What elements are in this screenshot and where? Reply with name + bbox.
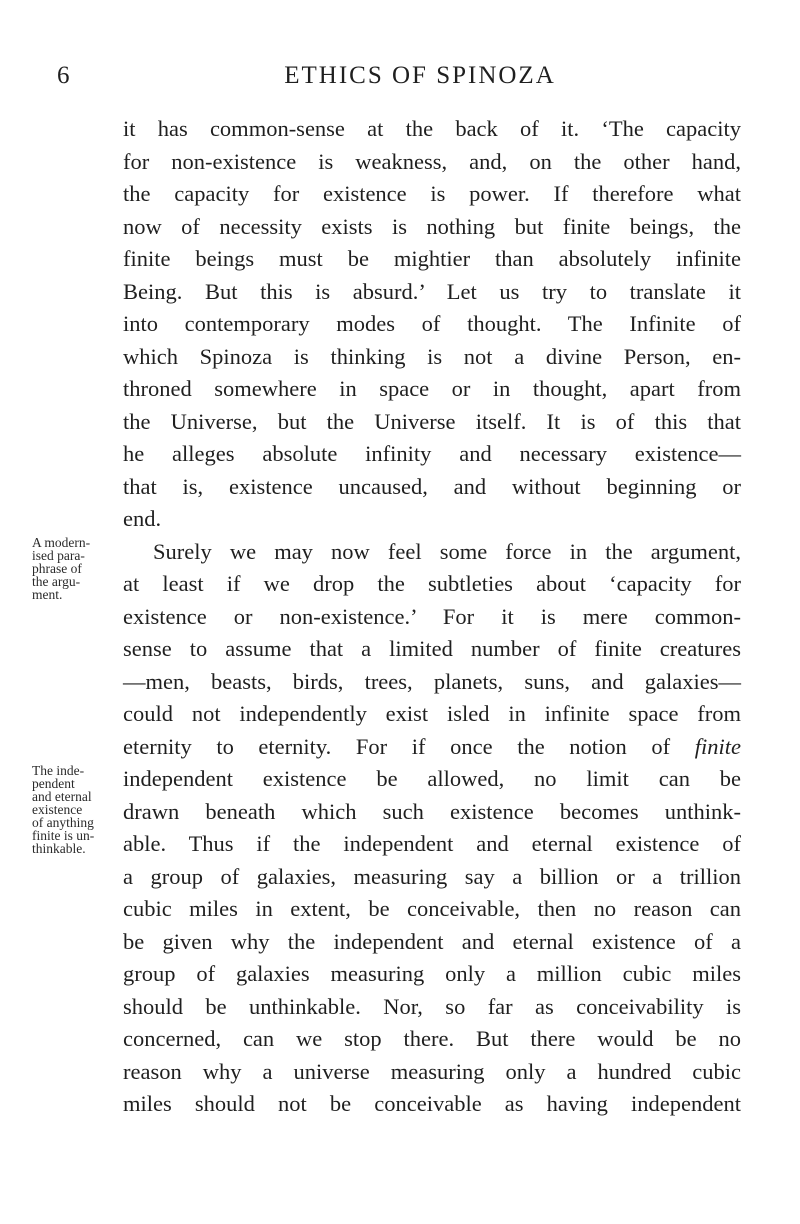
text-line: be given why the independent and eternal existence of a [123, 928, 741, 954]
text-line: the capacity for existence is power. If therefore what [123, 181, 741, 206]
running-title: ETHICS OF SPINOZA [284, 62, 556, 89]
text-line: into contemporary modes of thought. The Infinite of [123, 311, 741, 336]
text-line: cubic miles in extent, be conceivable, then no reason can [123, 896, 741, 921]
emphasis-word: finite [694, 733, 742, 759]
margin-note-line: of anything [32, 815, 94, 830]
margin-note-line: phrase of [32, 561, 82, 576]
text-line: could not independently exist isled in infinite space from [123, 701, 741, 726]
text-line: should be unthinkable. Nor, so far as conceivability is [123, 993, 741, 1019]
margin-note-line: ised para- [32, 548, 85, 563]
text-line: which Spinoza is thinking is not a divine Person, en- [123, 343, 741, 369]
text-line: at least if we drop the subtleties about ‘capacity for [123, 571, 741, 596]
text-line: Being. But this is absurd.’ Let us try to translate it [123, 278, 741, 304]
text-line: sense to assume that a limited number of finite creatures [123, 636, 741, 661]
margin-note-line: thinkable. [32, 841, 86, 856]
margin-note-line: finite is un- [32, 828, 95, 843]
text-line: that is, existence uncaused, and without beginning or [123, 473, 741, 499]
text-line: concerned, can we stop there. But there would be no [123, 1026, 741, 1051]
margin-note-line: The inde- [32, 763, 85, 778]
margin-note-line: A modern- [32, 535, 91, 550]
text-line: reason why a universe measuring only a hundred cubic [123, 1058, 741, 1084]
text-line: he alleges absolute infinity and necessary existence— [123, 441, 741, 466]
margin-note-line: existence [32, 802, 83, 817]
page-header [0, 62, 800, 98]
margin-note-line: pendent [32, 776, 75, 791]
margin-note-line: the argu- [32, 574, 81, 589]
paragraph-start-line: Surely we may now feel some force in the argument, [153, 538, 741, 564]
text-line: a group of galaxies, measuring say a billion or a trillion [123, 863, 741, 889]
text-line: miles should not be conceivable as having independent [123, 1091, 741, 1116]
margin-note-line: and eternal [32, 789, 92, 804]
text-line: independent existence be allowed, no limit can be [123, 766, 741, 791]
text-line: able. Thus if the independent and eternal existence of [123, 831, 741, 856]
text-line: the Universe, but the Universe itself. It is of this that [123, 408, 741, 434]
text-line: drawn beneath which such existence becomes unthink- [123, 798, 741, 824]
main-text [123, 113, 741, 1121]
text-line: finite beings must be mightier than absolutely infinite [123, 246, 741, 271]
text-line-with-emphasis [123, 731, 741, 764]
text-line: end. [123, 506, 162, 531]
margin-note-independent-existence [32, 764, 122, 855]
text-segment: eternity to eternity. For if once the notion of [123, 733, 671, 759]
text-line: throned somewhere in space or in thought, apart from [123, 376, 741, 401]
margin-note-modernised-paraphrase [32, 536, 122, 601]
page-number: 6 [57, 62, 70, 89]
text-line: for non-existence is weakness, and, on the other hand, [123, 148, 741, 174]
text-line: now of necessity exists is nothing but finite beings, the [123, 213, 741, 239]
margin-note-line: ment. [32, 587, 63, 602]
text-line: —men, beasts, birds, trees, planets, suns, and galaxies— [123, 668, 741, 694]
text-line: existence or non-existence.’ For it is mere common- [123, 603, 741, 629]
text-line: group of galaxies measuring only a million cubic miles [123, 961, 741, 986]
text-line: it has common-sense at the back of it. ‘The capacity [123, 116, 741, 141]
